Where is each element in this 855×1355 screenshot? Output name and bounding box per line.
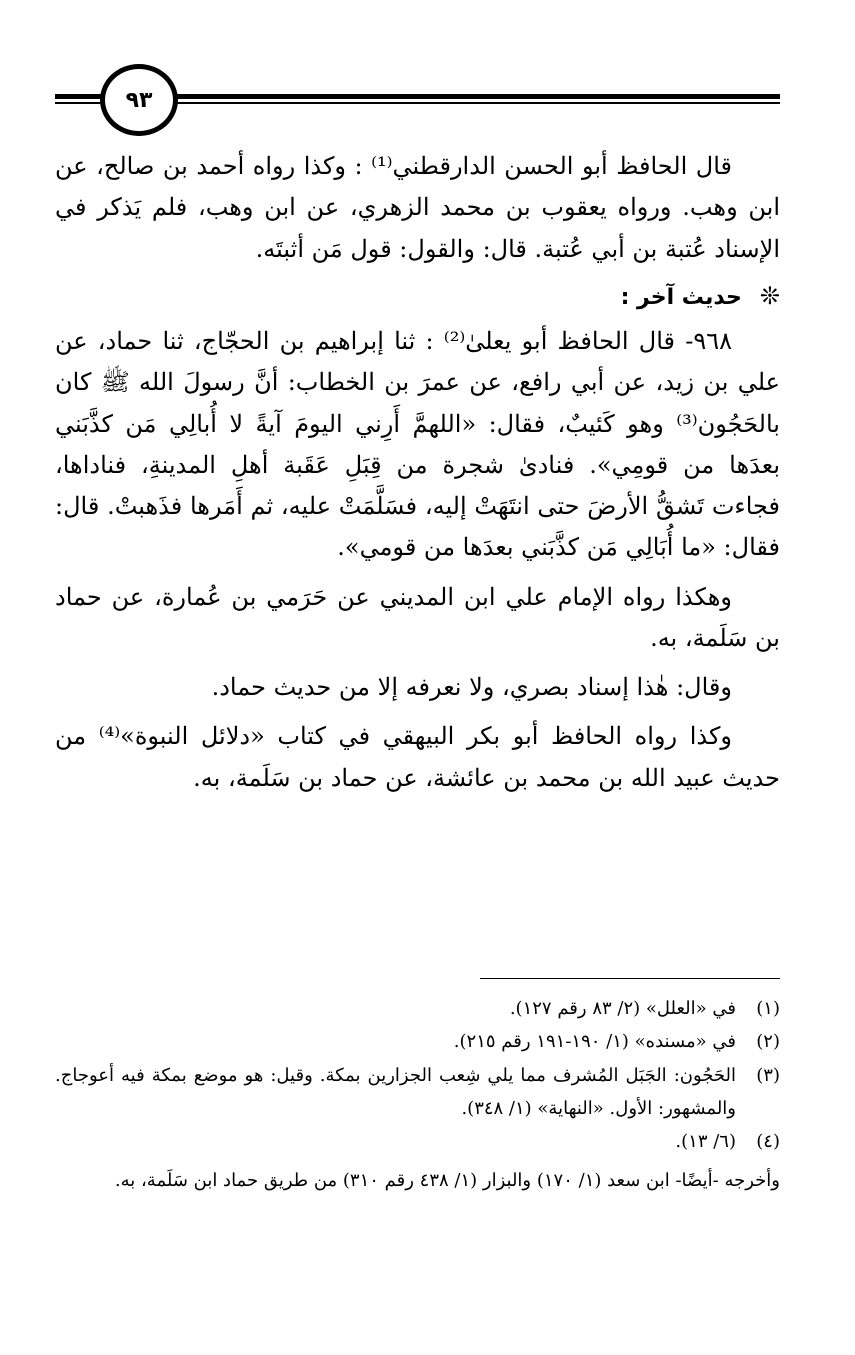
paragraph-1: قال الحافظ أبو الحسن الدارقطني⁽¹⁾ : وكذا رواه أحمد بن صالح، عن ابن وهب. ورواه يعقوب بن محمد الزهري، عن ابن وهب، فلم يَذكر في الإسناد عُتبة بن أبي عُتبة. قال: والقول: قول مَن أثبتَه. [55,152,780,263]
page-number: ٩٣ [100,64,178,136]
footnote-number: (٣) [756,1064,780,1086]
footnote-text: الحَجُون: الجَبَل المُشرف مما يلي شِعب الجزارين بمكة. وقيل: هو موضع بمكة فيه أعوجاج. والمشهور: الأول. «النهاية» (١/ ٣٤٨). [55,1064,736,1119]
footnote-2 [55,1025,780,1058]
main-text [55,146,780,799]
section-heading [55,276,780,317]
paragraph-5: وكذا رواه الحافظ أبو بكر البيهقي في كتاب «دلائل النبوة»⁽⁴⁾ من حديث عبيد الله بن محمد بن عائشة، عن حماد بن سَلَمة، به. [55,722,780,792]
footnote-text: في «مسنده» (١/ ١٩٠-١٩١ رقم ٢١٥). [453,1031,736,1053]
footnote-4 [55,1125,780,1158]
footnote-1 [55,992,780,1025]
heading-text: حديث آخر : [620,284,742,310]
footnote-number: (١) [756,998,780,1019]
heading-star-icon: ❊ [759,281,780,310]
footnote-text: (٦/ ١٣). [675,1131,736,1153]
paragraph-4: وقال: هٰذا إسناد بصري، ولا نعرفه إلا من حديث حماد. [211,673,732,702]
paragraph-3: وهكذا رواه الإمام علي ابن المديني عن حَرَمي بن عُمارة، عن حماد بن سَلَمة، به. [55,582,780,652]
footnote-text: في «العلل» (٢/ ٨٣ رقم ١٢٧). [509,998,736,1019]
footnotes [55,992,780,1198]
footnote-divider [480,978,780,979]
paragraph-hadith-968: ٩٦٨- قال الحافظ أبو يعلىٰ⁽²⁾ : ثنا إبراهيم بن الحجّاج، ثنا حماد، عن علي بن زيد، عن أبي رافع، عن عمرَ بن الخطاب: أنَّ رسولَ الله ﷺ كان بالحَجُون⁽³⁾ وهو كَئيبٌ، فقال: «اللهمَّ أَرِني اليومَ آيةً لا أُبالِي مَن كذَّبَني بعدَها من قومِي». فنادىٰ شجرة من قِبَلِ عَقَبة أهلِ المدينةِ، فناداها، فجاءت تَشقُّ الأرضَ حتى انتَهَتْ إليه، فسَلَّمَتْ عليه، ثم أَمَرها فذَهبتْ. قال: فقال: «ما أُبَالِي مَن كذَّبَني بعدَها من قومي». [55,327,780,562]
footnote-3 [55,1059,780,1126]
page-header [55,60,780,140]
footnote-number: (٢) [756,1031,780,1053]
footnote-additional-note: وأخرجه -أيضًا- ابن سعد (١/ ١٧٠) والبزار (١/ ٤٣٨ رقم ٣١٠) من طريق حماد ابن سَلَمة، به. [114,1170,780,1192]
footnote-number: (٤) [756,1131,780,1153]
